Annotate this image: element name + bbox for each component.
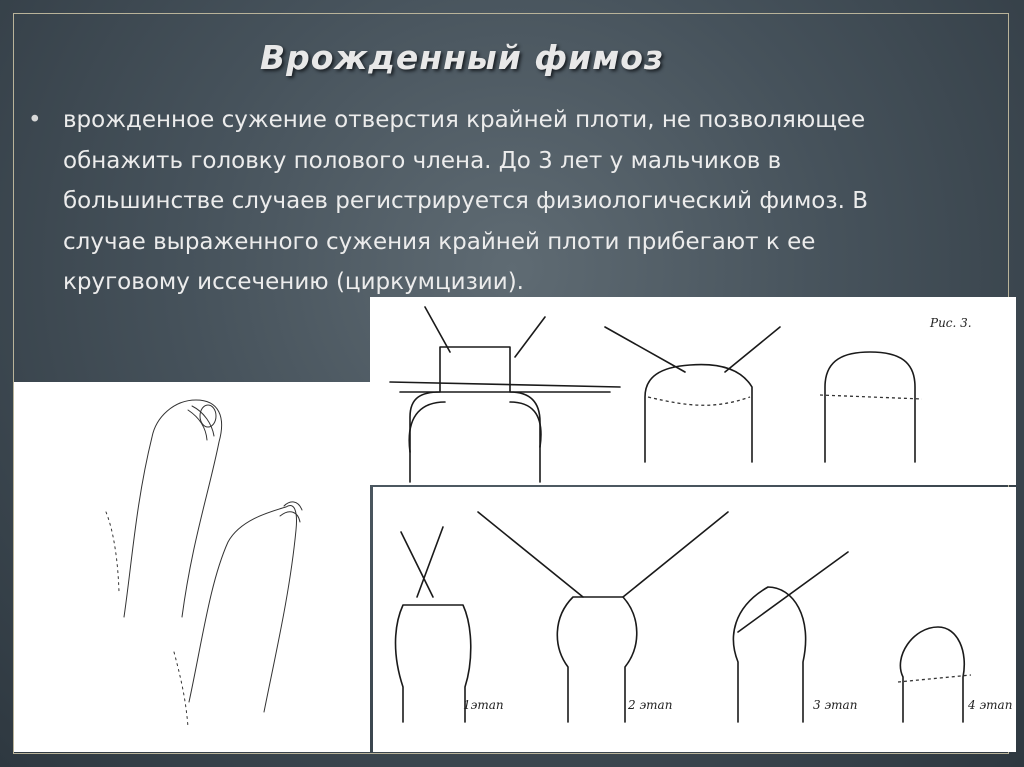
slide-title: Врожденный фимоз: [260, 38, 665, 77]
bullet-marker: •: [28, 107, 42, 133]
phimosis-drawing: [14, 382, 370, 752]
bullet-item: [28, 100, 928, 303]
surgery-stages-panel: [373, 487, 1016, 752]
surgery-stages-drawing: [373, 487, 1016, 752]
stage-1-label: 1этап: [463, 698, 504, 712]
surgery-steps-top-drawing: [370, 297, 1016, 485]
figure-caption: Рис. 3.: [930, 316, 972, 330]
surgery-steps-top-panel: [370, 297, 1016, 485]
bullet-text: врожденное сужение отверстия крайней плоти, не позволяющее обнажить головку полового члена. До 3 лет у мальчиков в большинстве случаев регистрируется физиологический фимоз. В случае выраженного сужения крайней плоти прибегают к ее круговому иссечению (циркумцизии).: [63, 107, 868, 295]
stage-4-label: 4 этап: [968, 698, 1013, 712]
phimosis-illustration-panel: [14, 382, 370, 752]
stage-2-label: 2 этап: [628, 698, 673, 712]
stage-3-label: 3 этап: [813, 698, 858, 712]
